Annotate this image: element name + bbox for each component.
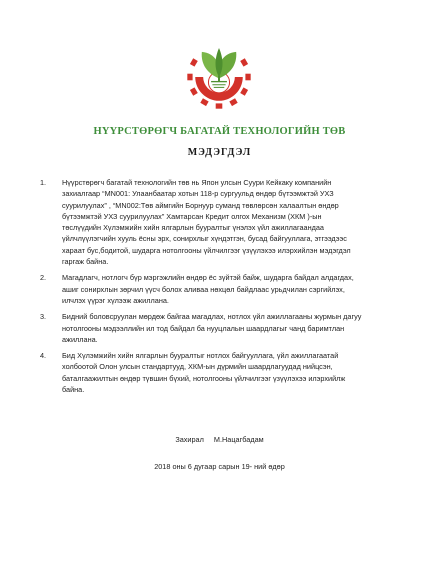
- item-line: Нүүрстөрөгч багатай технологийн төв нь Япон улсын Суури Кейкаку компанийн: [62, 178, 332, 187]
- item-line: холбоотой Олон улсын стандартууд, ХКМ-ын дүрмийн шаардлагуудад нийцсэн,: [62, 362, 333, 372]
- item-line: гаргаж байна.: [62, 257, 109, 267]
- item-number: 2.: [40, 273, 47, 283]
- item-line: төслүүдийн Хүлэмжийн хийн ялгарлын бууралтыг үнэлэх үйл ажиллагаандаа: [62, 223, 324, 233]
- organization-name: НҮҮРСТӨРӨГЧ БАГАТАЙ ТЕХНОЛОГИЙН ТӨВ: [93, 126, 346, 137]
- item-line: Бидний боловсруулан мөрдөж байгаа магадлах, нотлох үйл ажиллагааны журмын дагуу: [62, 312, 362, 322]
- item-number: 3.: [40, 312, 47, 322]
- list-item: [40, 311, 402, 345]
- leaf-gear-logo: [186, 44, 252, 110]
- signature-line: [0, 434, 439, 445]
- item-line: ажиллана.: [62, 334, 98, 344]
- item-line: баталгаажилтын өндөр түвшин бүхий, нотолгооны үйлчилгээг үзүүлэхээ илэрхийлж: [62, 373, 346, 383]
- item-line: захиалгаар “MN001: Улаанбаатар хотын 118-р сургуульд өндөр бүтээмжтэй УХЗ: [62, 189, 334, 199]
- list-item: [40, 177, 402, 267]
- item-line: суурилуулах” , “MN002:Төв аймгийн Борнуур суманд төвлөрсөн халаалтын өндөр: [62, 200, 339, 210]
- item-line: үйлчлүүлэгчийн хууль ёсны эрх, сонирхлыг хүндэтгэн, бусад байгууллага, этгээдээс: [62, 234, 347, 244]
- list-item: [40, 350, 402, 395]
- item-line: хараат бус,бодитой, шударга нотолгооны үйлчилгээг үзүүлэхээ илэрхийлэн мэдэгдэл: [62, 245, 351, 255]
- item-line: Магадлагч, нотлогч бүр мэргэжлийн өндөр ёс зүйтэй байж, шударга байдал алдагдах,: [62, 273, 354, 283]
- item-number: 1.: [40, 178, 47, 187]
- list-item: [40, 272, 402, 306]
- item-number: 4.: [40, 351, 47, 361]
- item-line: байна.: [62, 385, 85, 395]
- item-line: нотолгооны мэдээллийн ил тод байдал ба нууцлалын шаардлагыг чанд баримтлан: [62, 323, 345, 333]
- item-line: илчлэх үүрэг хүлээж ажиллана.: [62, 295, 169, 305]
- item-line: ашиг сонирхлын зөрчил үүсч болох аливаа нөхцөл байдлаас урьдчилан сэргийлэх,: [62, 284, 345, 294]
- signature-title: Захирал: [175, 435, 204, 444]
- document-date: 2018 оны 6 дугаар сарын 19- ний өдөр: [154, 462, 285, 471]
- item-line: бүтээмжтэй УХЗ суурилуулах” Хамтарсан Кредит олгох Механизм (ХКМ )-ын: [62, 211, 322, 221]
- signature-name: М.Нацагбадам: [213, 435, 264, 444]
- document-title: МЭДЭГДЭЛ: [187, 147, 252, 158]
- item-line: Бид Хүлэмжийн хийн ялгарлын бууралтыг нотлох байгууллага, үйл ажиллагаатай: [62, 351, 339, 361]
- statement-list: [40, 177, 402, 400]
